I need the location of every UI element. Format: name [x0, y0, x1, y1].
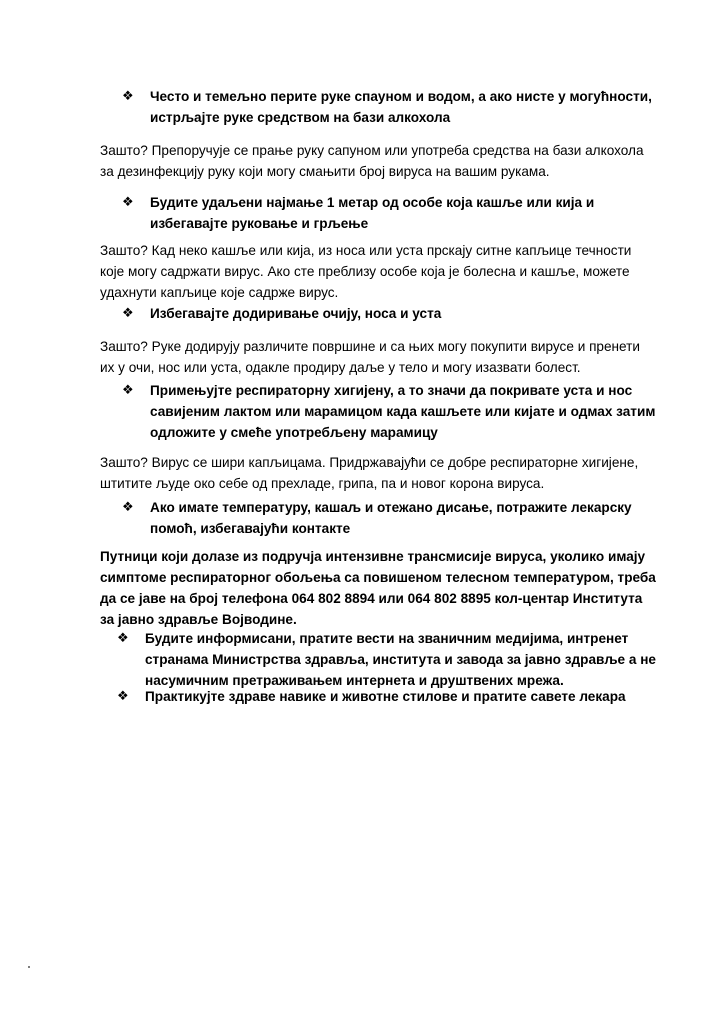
- diamond-bullet-icon: ❖: [117, 631, 129, 646]
- bullet-heading: Ако имате температуру, кашаљ и отежано дисање, потражите лекарску помоћ, избегавајући контакте: [150, 500, 632, 536]
- bullet-heading: Будите информисани, пратите вести на званичним медијима, интренет странама Министрства здравља, института и завода за јавно здравље а не насумичним претраживањем интернета и друштвених мрежа.: [145, 631, 656, 688]
- bullet-heading: Примењујте респираторну хигијену, а то значи да покривате уста и нос савијеним лактом или марамицом када кашљете или кијате и одмах затим одложите у смеће употребљену марамицу: [150, 383, 656, 440]
- diamond-bullet-icon: ❖: [122, 195, 134, 210]
- bullet-heading: Често и темељно перите руке спауном и водом, а ако нисте у могућности, истрљајте руке средством на бази алкохола: [150, 89, 652, 125]
- travelers-notice: Путници који долазе из подручја интензивне трансмисије вируса, уколико имају симптоме респираторног обољења са повишеном телесном температуром, треба да се јаве на број телефона 064 802 8894 или 064 802 8895 кол-центар Института за јавно здравље Војводине.: [100, 549, 656, 627]
- bullet-item: [122, 497, 682, 539]
- bullet-item: [122, 192, 682, 234]
- bullet-item: [122, 380, 697, 443]
- diamond-bullet-icon: ❖: [122, 89, 134, 104]
- explanation-paragraph: Зашто? Препоручује се прање руку сапуном или употреба средства на бази алкохола за дезинфекцију руку који могу смањити број вируса на вашим рукама.: [100, 143, 644, 179]
- bullet-heading: Будите удаљени најмање 1 метар од особе која кашље или кија и избегавајте руковање и грљење: [150, 195, 595, 231]
- bullet-heading: Избегавајте додиривање очију, носа и уста: [150, 306, 442, 321]
- bullet-heading: Практикујте здраве навике и животне стилове и пратите савете лекара: [145, 689, 626, 704]
- diamond-bullet-icon: ❖: [122, 383, 134, 398]
- bullet-item: [122, 86, 682, 128]
- diamond-bullet-icon: ❖: [122, 500, 134, 515]
- explanation-paragraph: Зашто? Вирус се шири капљицама. Придржавајући се добре респираторне хигијене, штитите људе око себе од прехладе, грипа, па и новог корона вируса.: [100, 455, 639, 491]
- bullet-item: [122, 303, 682, 324]
- bullet-item: [117, 628, 697, 691]
- bullet-item: [117, 686, 697, 707]
- diamond-bullet-icon: ❖: [122, 306, 134, 321]
- scan-speck: [28, 966, 30, 968]
- diamond-bullet-icon: ❖: [117, 689, 129, 704]
- explanation-paragraph: Зашто? Кад неко кашље или кија, из носа или уста прскају ситне капљице течности које могу садржати вирус. Ако сте преблизу особе која је болесна и кашље, можете удахнути капљице које садрже вирус.: [100, 243, 632, 300]
- explanation-paragraph: Зашто? Руке додирују различите површине и са њих могу покупити вирусе и пренети их у очи, нос или уста, одакле продиру даље у тело и могу изазвати болест.: [100, 339, 640, 375]
